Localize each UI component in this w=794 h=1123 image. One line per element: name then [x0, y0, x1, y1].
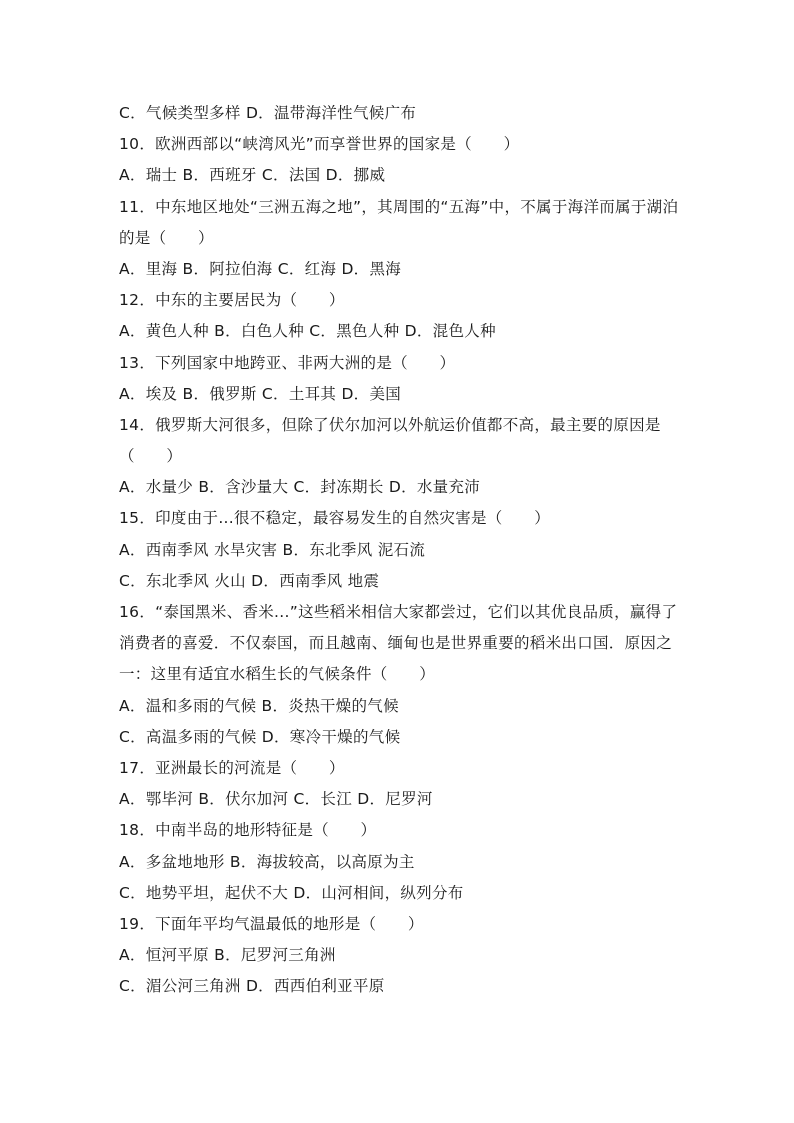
- question-19: 19．下面年平均气温最低的地形是（ ）: [119, 914, 424, 933]
- options-10: A．瑞士 B．西班牙 C．法国 D．挪威: [119, 166, 386, 185]
- question-17: 17．亚洲最长的河流是（ ）: [119, 758, 345, 777]
- question-16: 16．“泰国黑米、香米...”这些稻米相信大家都尝过，它们以其优良品质，赢得了: [119, 603, 678, 621]
- text-line: C．气候类型多样 D．温带海洋性气候广布: [119, 104, 417, 122]
- question-14: 14．俄罗斯大河很多，但除了伏尔加河以外航运价值都不高，最主要的原因是: [119, 415, 661, 434]
- options-12: A．黄色人种 B．白色人种 C．黑色人种 D．混色人种: [119, 322, 496, 341]
- options-11: A．里海 B．阿拉伯海 C．红海 D．黑海: [119, 259, 402, 278]
- options-16-ab: A．温和多雨的气候 B．炎热干燥的气候: [119, 696, 399, 715]
- question-18: 18．中南半岛的地形特征是（ ）: [119, 821, 377, 840]
- options-16-cd: C．高温多雨的气候 D．寒冷干燥的气候: [119, 727, 401, 746]
- document-page: [119, 98, 681, 1002]
- options-17: A．鄂毕河 B．伏尔加河 C．长江 D．尼罗河: [119, 790, 433, 809]
- options-19-ab: A．恒河平原 B．尼罗河三角洲: [119, 946, 336, 965]
- options-15-cd: C．东北季风 火山 D．西南季风 地震: [119, 571, 380, 590]
- options-15-ab: A．西南季风 水旱灾害 B．东北季风 泥石流: [119, 540, 426, 559]
- options-13: A．埃及 B．俄罗斯 C．土耳其 D．美国: [119, 384, 402, 403]
- question-10: 10．欧洲西部以“峡湾风光”而享誉世界的国家是（ ）: [119, 135, 520, 154]
- options-19-cd: C．湄公河三角洲 D．西西伯利亚平原: [119, 977, 385, 996]
- question-14-cont: （ ）: [119, 447, 183, 466]
- options-18-ab: A．多盆地地形 B．海拔较高，以高原为主: [119, 852, 415, 871]
- options-18-cd: C．地势平坦，起伏不大 D．山河相间，纵列分布: [119, 883, 464, 902]
- question-12: 12．中东的主要居民为（ ）: [119, 291, 345, 310]
- question-13: 13．下列国家中地跨亚、非两大洲的是（ ）: [119, 353, 456, 372]
- question-11-cont: 的是（ ）: [119, 228, 214, 247]
- question-16-cont: 消费者的喜爱．不仅泰国，而且越南、缅甸也是世界重要的稻米出口国．原因之: [119, 634, 673, 653]
- question-15: 15．印度由于...很不稳定，最容易发生的自然灾害是（ ）: [119, 509, 551, 528]
- options-14: A．水量少 B．含沙量大 C．封冻期长 D．水量充沛: [119, 478, 481, 497]
- question-16-cont2: 一：这里有适宜水稻生长的气候条件（ ）: [119, 665, 436, 684]
- question-11: 11．中东地区地处“三洲五海之地”，其周围的“五海”中，不属于海洋而属于湖泊: [119, 197, 679, 216]
